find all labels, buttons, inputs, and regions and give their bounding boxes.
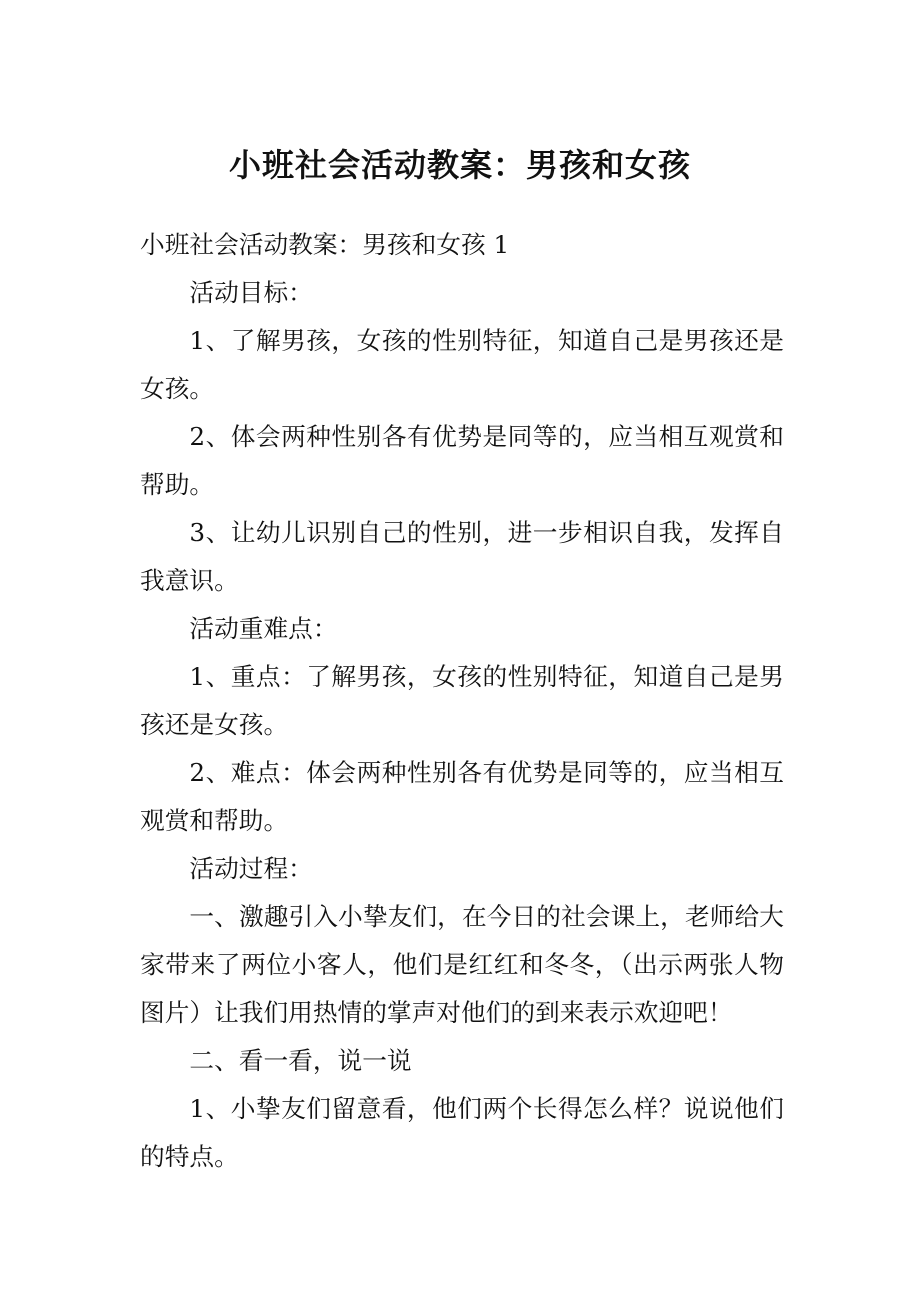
- document-title: 小班社会活动教案：男孩和女孩: [228, 146, 691, 184]
- document-body: [140, 221, 784, 1181]
- paragraph: 1、小挚友们留意看，他们两个长得怎么样？说说他们的特点。: [140, 1094, 784, 1171]
- paragraph: 2、体会两种性别各有优势是同等的，应当相互观赏和帮助。: [140, 422, 784, 499]
- paragraph: 二、看一看，说一说: [189, 1046, 412, 1075]
- paragraph: 2、难点：体会两种性别各有优势是同等的，应当相互观赏和帮助。: [140, 758, 784, 835]
- paragraph: 3、让幼儿识别自己的性别，进一步相识自我，发挥自我意识。: [140, 518, 784, 595]
- paragraph: 1、了解男孩，女孩的性别特征，知道自己是男孩还是女孩。: [140, 326, 784, 403]
- paragraph: 活动目标：: [189, 278, 313, 307]
- paragraph: 1、重点：了解男孩，女孩的性别特征，知道自己是男孩还是女孩。: [140, 662, 784, 739]
- paragraph: 一、激趣引入小挚友们，在今日的社会课上，老师给大家带来了两位小客人，他们是红红和冬冬，（出示两张人物图片）让我们用热情的掌声对他们的到来表示欢迎吧！: [140, 902, 784, 1027]
- paragraph: 活动重难点：: [189, 614, 338, 643]
- section-heading: 小班社会活动教案：男孩和女孩 1: [140, 230, 510, 259]
- paragraph: 活动过程：: [189, 854, 313, 883]
